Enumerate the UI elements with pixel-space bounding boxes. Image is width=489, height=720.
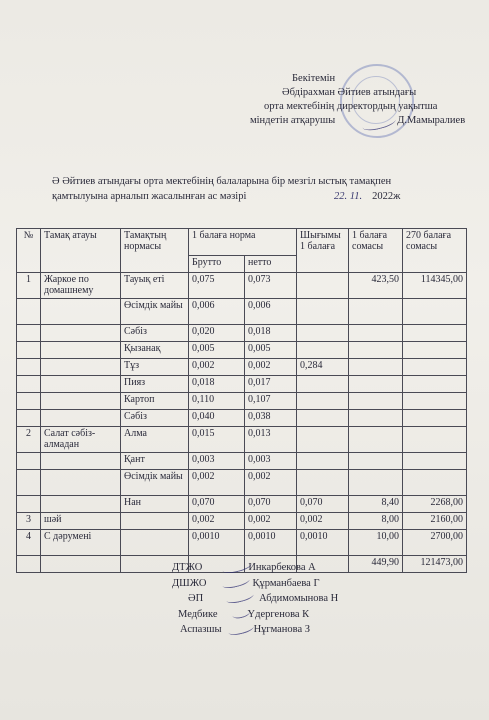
row-dish bbox=[41, 556, 121, 573]
row-netto: 0,070 bbox=[245, 496, 297, 513]
row-cost-one bbox=[349, 427, 403, 453]
row-netto: 0,073 bbox=[245, 273, 297, 299]
row-dish: Жаркое по домашнему bbox=[41, 273, 121, 299]
row-netto: 0,017 bbox=[245, 376, 297, 393]
row-dish bbox=[41, 325, 121, 342]
table-row bbox=[17, 342, 467, 359]
row-yield bbox=[297, 427, 349, 453]
table-row bbox=[17, 299, 467, 325]
approval-school: Әбдірахман Әйтиев атындағы bbox=[282, 87, 417, 98]
table-row bbox=[17, 530, 467, 556]
row-brutto: 0,075 bbox=[189, 273, 245, 299]
table-row bbox=[17, 393, 467, 410]
row-cost-270 bbox=[403, 299, 467, 325]
signature-row: ДТЖО Инкарбекова А bbox=[172, 562, 316, 573]
header-consumption: Шығымы 1 балаға bbox=[297, 229, 349, 273]
row-cost-270 bbox=[403, 359, 467, 376]
row-cost-one bbox=[349, 325, 403, 342]
row-brutto: 0,002 bbox=[189, 470, 245, 496]
row-dish bbox=[41, 376, 121, 393]
row-cost-one bbox=[349, 299, 403, 325]
row-netto: 0,107 bbox=[245, 393, 297, 410]
row-product: Сәбіз bbox=[121, 410, 189, 427]
row-num bbox=[17, 470, 41, 496]
table-row bbox=[17, 470, 467, 496]
row-num bbox=[17, 453, 41, 470]
row-cost-270 bbox=[403, 427, 467, 453]
row-netto: 0,003 bbox=[245, 453, 297, 470]
table-row bbox=[17, 376, 467, 393]
row-dish bbox=[41, 453, 121, 470]
row-product: Сәбіз bbox=[121, 325, 189, 342]
row-cost-270 bbox=[403, 376, 467, 393]
row-cost-one: 8,40 bbox=[349, 496, 403, 513]
row-product: Пияз bbox=[121, 376, 189, 393]
table-row bbox=[17, 496, 467, 513]
row-dish: Салат сәбіз-алмадан bbox=[41, 427, 121, 453]
row-netto: 0,038 bbox=[245, 410, 297, 427]
row-product: Қант bbox=[121, 453, 189, 470]
menu-heading-line1: Ә Әйтиев атындағы орта мектебінің балаларына бір мезгіл ыстық тамақпен bbox=[52, 176, 392, 187]
row-cost-270 bbox=[403, 393, 467, 410]
row-dish bbox=[41, 342, 121, 359]
row-cost-one bbox=[349, 453, 403, 470]
table-row bbox=[17, 325, 467, 342]
row-dish: С дәрумені bbox=[41, 530, 121, 556]
row-num bbox=[17, 342, 41, 359]
row-num: 2 bbox=[17, 427, 41, 453]
row-dish bbox=[41, 496, 121, 513]
row-cost-one: 10,00 bbox=[349, 530, 403, 556]
row-num bbox=[17, 410, 41, 427]
signature-row: Медбике Үдергенова К bbox=[178, 608, 310, 620]
row-yield bbox=[297, 273, 349, 299]
row-product: Картоп bbox=[121, 393, 189, 410]
row-yield: 0,0010 bbox=[297, 530, 349, 556]
row-brutto: 0,015 bbox=[189, 427, 245, 453]
row-product: Тұз bbox=[121, 359, 189, 376]
approval-role: орта мектебінің директордың уақытша bbox=[264, 101, 438, 112]
table-row bbox=[17, 410, 467, 427]
row-product: Тауық еті bbox=[121, 273, 189, 299]
row-netto: 0,002 bbox=[245, 513, 297, 530]
row-cost-270 bbox=[403, 470, 467, 496]
header-num: № bbox=[17, 229, 41, 273]
header-brutto: Брутто bbox=[189, 256, 245, 273]
row-num bbox=[17, 299, 41, 325]
row-netto: 0,006 bbox=[245, 299, 297, 325]
row-yield bbox=[297, 453, 349, 470]
row-cost-one bbox=[349, 470, 403, 496]
menu-heading-line2: қамтылуына арналып жасалынған ас мәзірі bbox=[52, 191, 247, 202]
approval-signer-prefix: міндетін атқарушы bbox=[250, 115, 336, 126]
table-row bbox=[17, 273, 467, 299]
header-cost-270: 270 балаға сомасы bbox=[403, 229, 467, 273]
row-cost-270 bbox=[403, 453, 467, 470]
row-dish bbox=[41, 359, 121, 376]
row-brutto: 0,040 bbox=[189, 410, 245, 427]
row-cost-one: 449,90 bbox=[349, 556, 403, 573]
row-num bbox=[17, 325, 41, 342]
row-yield bbox=[297, 393, 349, 410]
row-yield bbox=[297, 342, 349, 359]
row-yield bbox=[297, 470, 349, 496]
signature-row: ӘП Абдимомынова Н bbox=[188, 593, 339, 604]
row-netto: 0,018 bbox=[245, 325, 297, 342]
table-row bbox=[17, 453, 467, 470]
row-brutto: 0,003 bbox=[189, 453, 245, 470]
approval-title: Бекітемін bbox=[292, 73, 336, 84]
row-netto: 0,005 bbox=[245, 342, 297, 359]
row-cost-one bbox=[349, 376, 403, 393]
row-dish bbox=[41, 410, 121, 427]
header-netto: нетто bbox=[245, 256, 297, 273]
row-product: Қызанақ bbox=[121, 342, 189, 359]
table-row bbox=[17, 359, 467, 376]
menu-date-handwritten: 22. 11. bbox=[334, 191, 363, 202]
row-dish bbox=[41, 470, 121, 496]
row-cost-270: 2268,00 bbox=[403, 496, 467, 513]
header-cost-one: 1 балаға сомасы bbox=[349, 229, 403, 273]
row-cost-270: 2700,00 bbox=[403, 530, 467, 556]
row-yield bbox=[297, 299, 349, 325]
signature-row: ДШЖО Құрманбаева Г bbox=[172, 577, 320, 589]
row-yield: 0,070 bbox=[297, 496, 349, 513]
row-brutto: 0,020 bbox=[189, 325, 245, 342]
row-num bbox=[17, 376, 41, 393]
row-cost-one bbox=[349, 342, 403, 359]
row-num bbox=[17, 393, 41, 410]
row-num bbox=[17, 556, 41, 573]
row-brutto: 0,070 bbox=[189, 496, 245, 513]
menu-date bbox=[334, 189, 400, 204]
row-brutto: 0,002 bbox=[189, 513, 245, 530]
row-cost-270 bbox=[403, 325, 467, 342]
row-cost-one bbox=[349, 359, 403, 376]
header-norm: Тамақтың нормасы bbox=[121, 229, 189, 273]
approval-block bbox=[250, 72, 480, 128]
row-netto: 0,0010 bbox=[245, 530, 297, 556]
row-brutto: 0,0010 bbox=[189, 530, 245, 556]
row-product: Өсімдік майы bbox=[121, 299, 189, 325]
row-cost-one bbox=[349, 410, 403, 427]
row-dish bbox=[41, 299, 121, 325]
row-num: 4 bbox=[17, 530, 41, 556]
row-product: Өсімдік майы bbox=[121, 470, 189, 496]
row-yield: 0,002 bbox=[297, 513, 349, 530]
table-row bbox=[17, 427, 467, 453]
row-cost-270 bbox=[403, 410, 467, 427]
row-yield bbox=[297, 376, 349, 393]
header-per-child: 1 балаға норма bbox=[189, 229, 297, 256]
row-cost-270: 2160,00 bbox=[403, 513, 467, 530]
row-netto: 0,002 bbox=[245, 470, 297, 496]
row-product: Нан bbox=[121, 496, 189, 513]
row-brutto: 0,110 bbox=[189, 393, 245, 410]
signature-row: Аспазшы Нұгманова З bbox=[180, 624, 311, 635]
row-cost-one: 423,50 bbox=[349, 273, 403, 299]
menu-table bbox=[16, 228, 467, 573]
row-cost-one: 8,00 bbox=[349, 513, 403, 530]
row-brutto: 0,006 bbox=[189, 299, 245, 325]
row-brutto: 0,018 bbox=[189, 376, 245, 393]
row-product bbox=[121, 513, 189, 530]
approval-signer-name: Д.Мамыралиев bbox=[397, 115, 466, 126]
row-brutto: 0,005 bbox=[189, 342, 245, 359]
row-yield bbox=[297, 410, 349, 427]
row-cost-270 bbox=[403, 342, 467, 359]
row-product: Алма bbox=[121, 427, 189, 453]
row-netto: 0,013 bbox=[245, 427, 297, 453]
table-row bbox=[17, 513, 467, 530]
row-num: 1 bbox=[17, 273, 41, 299]
row-num bbox=[17, 496, 41, 513]
header-dish: Тамақ атауы bbox=[41, 229, 121, 273]
row-cost-270: 114345,00 bbox=[403, 273, 467, 299]
row-product bbox=[121, 530, 189, 556]
menu-heading bbox=[52, 174, 472, 204]
row-num bbox=[17, 359, 41, 376]
row-dish bbox=[41, 393, 121, 410]
row-cost-270: 121473,00 bbox=[403, 556, 467, 573]
row-cost-one bbox=[349, 393, 403, 410]
row-num: 3 bbox=[17, 513, 41, 530]
row-yield: 0,284 bbox=[297, 359, 349, 376]
row-netto: 0,002 bbox=[245, 359, 297, 376]
menu-date-year: 2022ж bbox=[372, 191, 401, 202]
row-dish: шәй bbox=[41, 513, 121, 530]
row-yield bbox=[297, 325, 349, 342]
row-brutto: 0,002 bbox=[189, 359, 245, 376]
